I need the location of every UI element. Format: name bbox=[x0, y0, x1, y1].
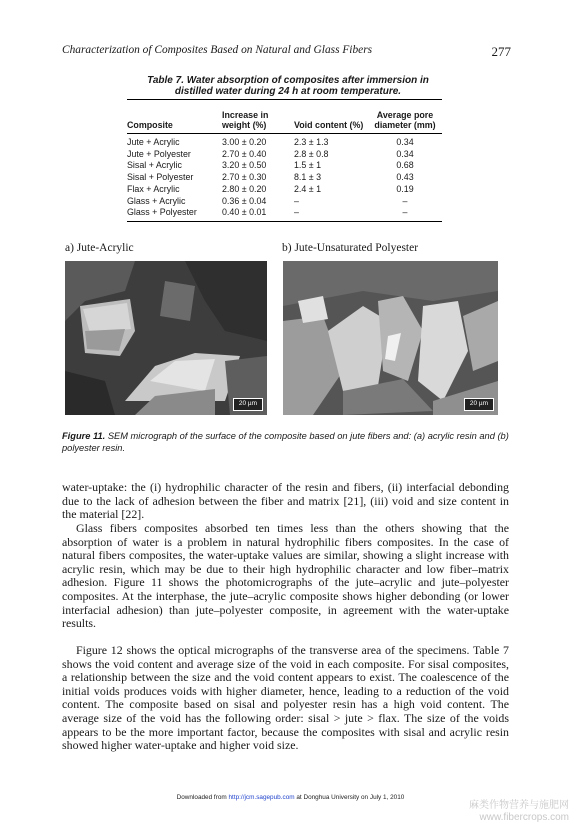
cell: 2.3 ± 1.3 bbox=[294, 137, 329, 147]
table-row bbox=[127, 134, 442, 149]
cell: 3.20 ± 0.50 bbox=[222, 160, 267, 171]
cell: 2.70 ± 0.40 bbox=[222, 148, 267, 159]
cell: Jute + Polyester bbox=[127, 148, 191, 159]
cell: – bbox=[294, 195, 299, 206]
table-row bbox=[127, 207, 442, 221]
watermark-line-1: 麻类作物营养与施肥网 bbox=[469, 800, 569, 811]
figure-caption-label: Figure 11. bbox=[62, 431, 106, 441]
cell: 2.8 ± 0.8 bbox=[294, 148, 329, 159]
water-absorption-table bbox=[127, 99, 442, 222]
cell: 0.34 bbox=[396, 148, 414, 159]
panel-b-label: b) Jute-Unsaturated Polyester bbox=[282, 242, 419, 254]
footer-prefix: Downloaded from bbox=[176, 794, 229, 801]
cell: 0.40 ± 0.01 bbox=[222, 207, 294, 221]
footer-link[interactable]: http://jcm.sagepub.com bbox=[228, 794, 295, 801]
cell: Sisal + Polyester bbox=[127, 172, 194, 183]
panel-a-label: a) Jute-Acrylic bbox=[65, 242, 134, 254]
cell: 2.70 ± 0.30 bbox=[222, 172, 267, 183]
footer-suffix: at Donghua University on July 1, 2010 bbox=[294, 794, 405, 801]
page-number: 277 bbox=[491, 44, 511, 59]
cell: 0.68 bbox=[396, 160, 414, 171]
cell: 3.00 ± 0.20 bbox=[222, 137, 267, 147]
body-paragraph-3: Figure 12 shows the optical micrographs of the transverse area of the specimens. Table 7 shows the void content and average size of the void in each composite. For sisal composites, a relationship between the size and the void content appears to exist. The coalescence of the initial voids produces voids with higher diameter, hence, leading to a reduction of the void content. The composite based on sisal and polyester resin has a high void content. The average size of the void has the following order: sisal > jute > flax. The size of the voids appears to be the more important factor, because the composites with sisal and acrylic resin showed higher water-uptake and higher void size. bbox=[62, 643, 509, 753]
cell: Sisal + Acrylic bbox=[127, 160, 182, 171]
running-header: Characterization of Composites Based on Natural and Glass Fibers bbox=[62, 44, 373, 56]
column-header: Void content (%) bbox=[294, 100, 368, 134]
cell: 8.1 ± 3 bbox=[294, 172, 322, 183]
table-row bbox=[127, 184, 442, 196]
scale-bar-a: 20 µm bbox=[233, 398, 263, 411]
scale-bar-b: 20 µm bbox=[464, 398, 494, 411]
table-row bbox=[127, 196, 442, 208]
cell: 2.80 ± 0.20 bbox=[222, 183, 267, 194]
cell: – bbox=[368, 207, 442, 221]
cell: Glass + Acrylic bbox=[127, 195, 186, 206]
watermark bbox=[469, 800, 569, 824]
cell: – bbox=[294, 207, 368, 221]
figure-caption bbox=[62, 431, 514, 454]
table-row bbox=[127, 149, 442, 161]
table-row bbox=[127, 160, 442, 172]
cell: 0.43 bbox=[396, 172, 414, 183]
cell: Jute + Acrylic bbox=[127, 137, 180, 147]
cell: Flax + Acrylic bbox=[127, 183, 180, 194]
table-caption: Table 7. Water absorption of composites after immersion in distilled water during 24 h at room temperature. bbox=[147, 75, 429, 97]
body-paragraph-2: Glass fibers composites absorbed ten times less than the others showing that the absorption of water is a problem in natural hydrophilic fibers composites. In the case of natural fibers composites, the water-uptake values are similar, showing a slight increase with acrylic resin, which may be due to their high hydrophilic character and low fiber–matrix adhesion. Figure 11 shows the photomicrographs of the jute–acrylic and jute–polyester composites. At the interphase, the jute–acrylic composite shows higher debonding (or lower interfacial adhesion) than jute–polyester composite, in agreement with the water-uptake results. bbox=[62, 521, 509, 631]
cell: – bbox=[402, 195, 408, 206]
column-header: Increase in weight (%) bbox=[222, 100, 294, 134]
cell: Glass + Polyester bbox=[127, 207, 222, 221]
sem-micrograph-a bbox=[65, 261, 267, 415]
cell: 0.34 bbox=[396, 137, 414, 147]
column-header: Composite bbox=[127, 100, 222, 134]
table-row bbox=[127, 172, 442, 184]
cell: 2.4 ± 1 bbox=[294, 183, 322, 194]
cell: 1.5 ± 1 bbox=[294, 160, 322, 171]
watermark-line-2: www.fibercrops.com bbox=[479, 812, 569, 823]
sem-image-a bbox=[65, 261, 267, 415]
column-header: Average pore diameter (mm) bbox=[368, 100, 442, 134]
body-paragraph-1: water-uptake: the (i) hydrophilic character of the resin and fibers, (ii) interfacial debonding due to the lack of adhesion between the fiber and matrix [21], (iii) void and size content in the material [22]. bbox=[62, 480, 509, 522]
sem-micrograph-b bbox=[283, 261, 498, 415]
cell: 0.19 bbox=[396, 183, 414, 194]
cell: 0.36 ± 0.04 bbox=[222, 195, 267, 206]
sem-image-b bbox=[283, 261, 498, 415]
figure-caption-text: SEM micrograph of the surface of the composite based on jute fibers and: (a) acrylic resin and (b) polyester resin. bbox=[62, 431, 509, 453]
